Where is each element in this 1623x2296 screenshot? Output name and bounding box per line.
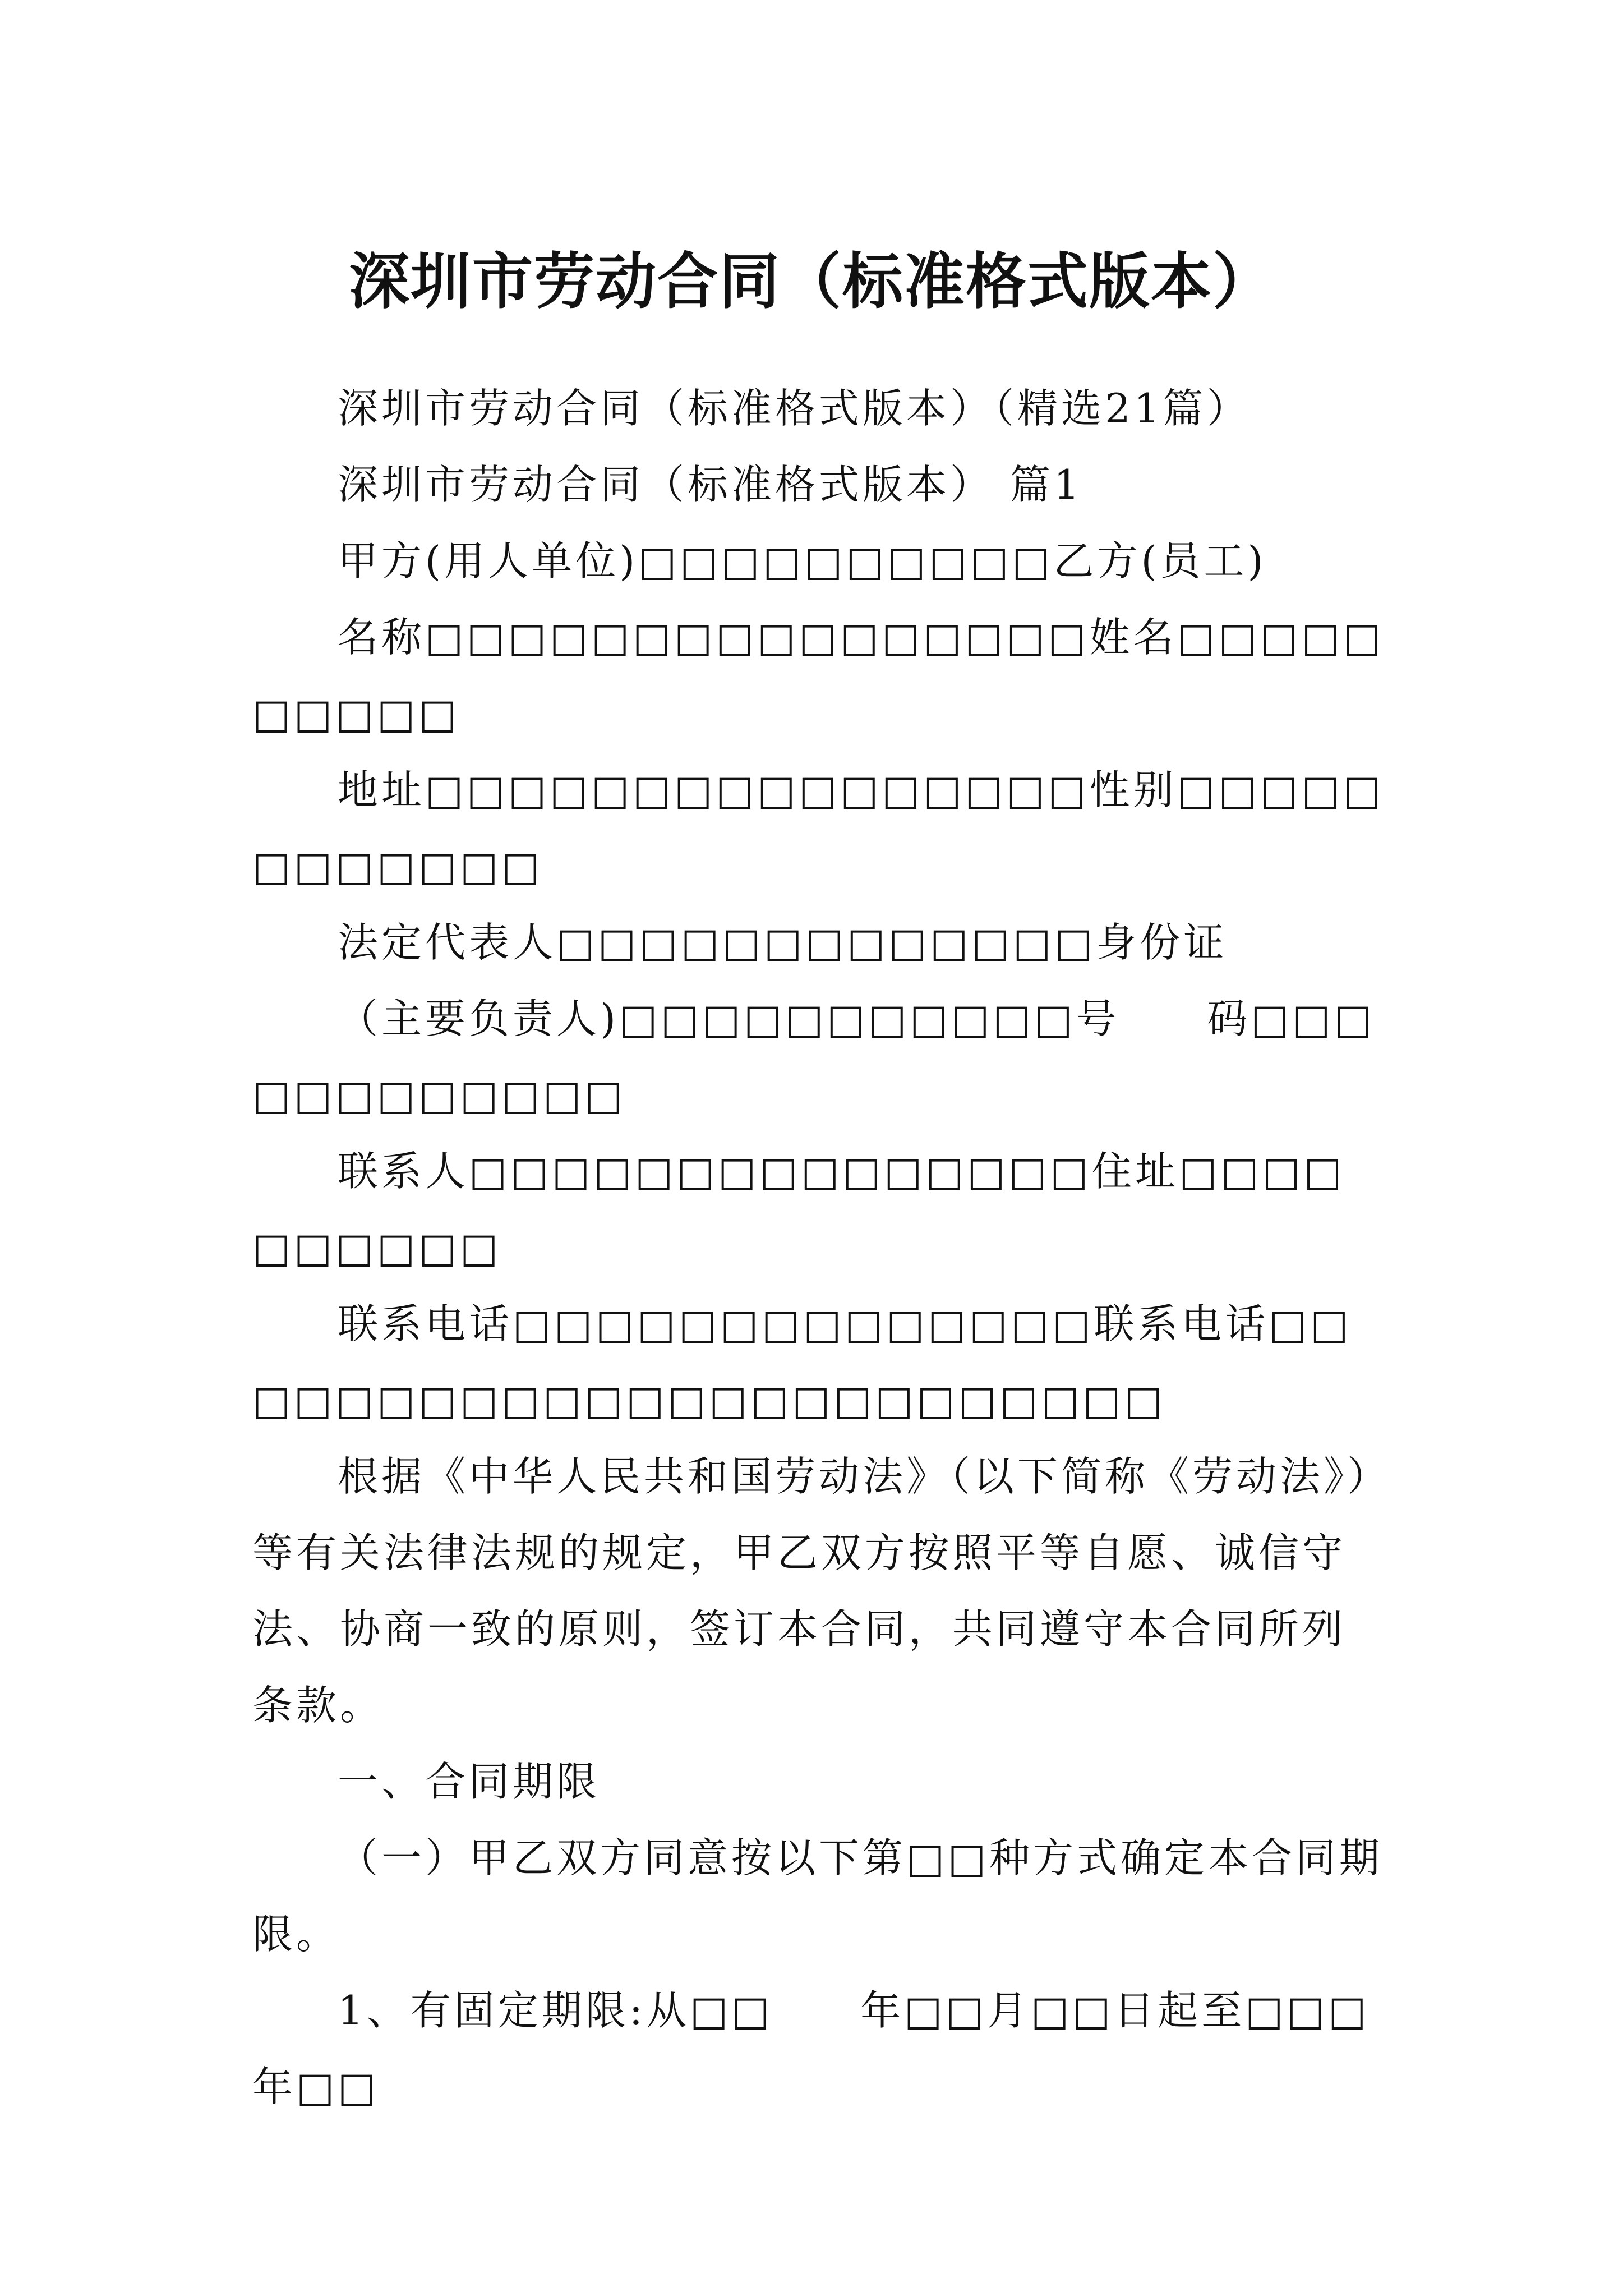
paragraph-collection-heading: 深圳市劳动合同（标准格式版本）（精选21篇） bbox=[338, 385, 1251, 432]
paragraph-address-field: 地址□□□□□□□□□□□□□□□□性别□□□□□□□□□□□□ bbox=[252, 766, 1385, 890]
paragraph-legal-representative: 法定代表人□□□□□□□□□□□□□身份证 bbox=[338, 919, 1228, 966]
section-heading-contract-term: 一、合同期限 bbox=[338, 1758, 601, 1805]
paragraph-contact-person: 联系人□□□□□□□□□□□□□□□住址□□□□□□□□□□ bbox=[252, 1148, 1345, 1271]
document-body bbox=[252, 370, 1385, 2125]
paragraph-party-a-b: 甲方(用人单位)□□□□□□□□□□乙方(员工) bbox=[338, 537, 1267, 585]
paragraph-article-heading: 深圳市劳动合同（标准格式版本） 篇1 bbox=[338, 461, 1083, 508]
document-title: 深圳市劳动合同（标准格式版本） bbox=[348, 246, 1274, 318]
paragraph-contact-phone: 联系电话□□□□□□□□□□□□□□联系电话□□□□□□□□□□□□□□□□□□□□□□□□ bbox=[252, 1300, 1352, 1424]
paragraph-name-field: 名称□□□□□□□□□□□□□□□□姓名□□□□□□□□□□ bbox=[252, 614, 1385, 737]
paragraph-fixed-term: 1、有固定期限:从□□ 年□□月□□日起至□□□年□□ bbox=[252, 1987, 1370, 2110]
paragraph-legal-basis: 根据《中华人民共和国劳动法》（以下简称《劳动法》）等有关法律法规的规定，甲乙双方按照平等自愿、诚信守法、协商一致的原则，签订本合同，共同遵守本合同所列条款。 bbox=[252, 1453, 1371, 1729]
paragraph-term-method: （一）甲乙双方同意按以下第□□种方式确定本合同期限。 bbox=[252, 1834, 1384, 1958]
paragraph-principal-id: （主要负责人)□□□□□□□□□□□号 码□□□□□□□□□□□□ bbox=[252, 995, 1376, 1119]
